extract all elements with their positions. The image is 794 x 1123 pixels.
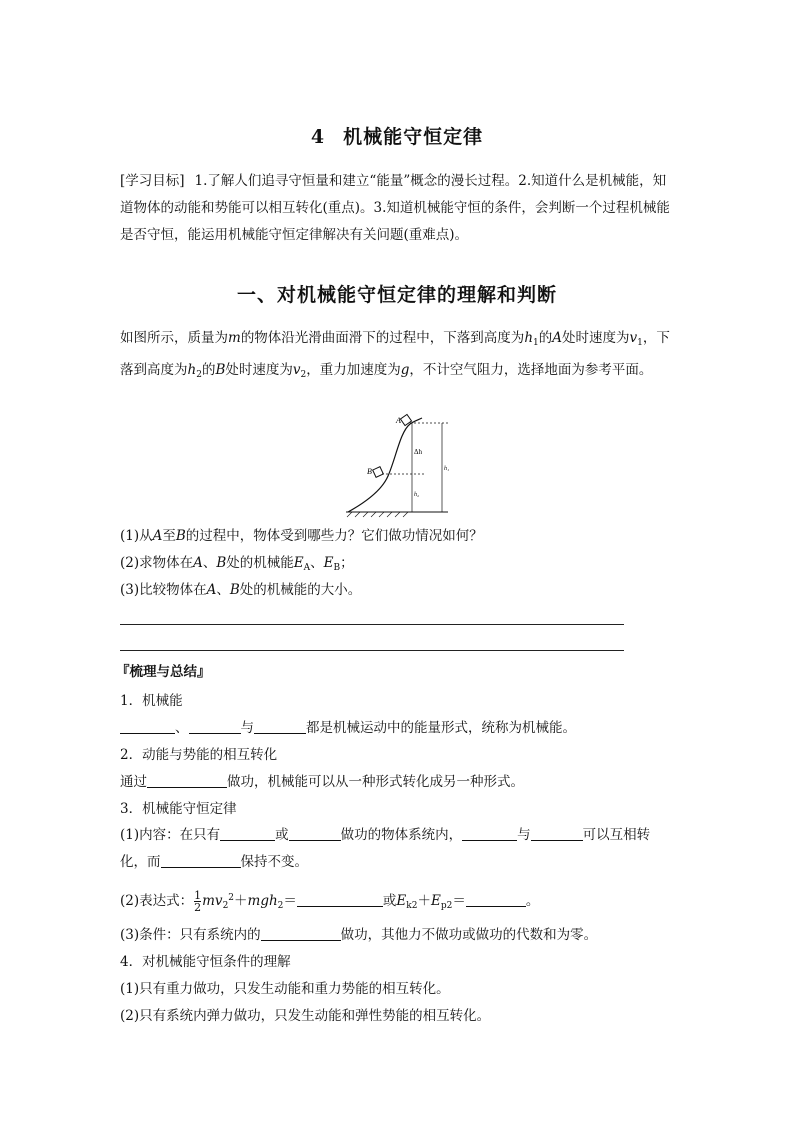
fill-blank[interactable] [289,824,341,841]
item-3-content: (1)内容：在只有 或 做功的物体系统内， 与 可以互相转化，而 保持不变。 [120,822,676,876]
item-3-expression: (2)表达式： $\frac{1}{2}$ $mv_2^2+mgh_2=$ 或$E_{k2}+E_{p2}=$ 。 [120,889,540,914]
fill-blank[interactable] [220,824,275,841]
question-2: (2)求物体在A、B处的机械能$E_A$、$E_B$； [120,555,354,573]
fill-blank[interactable] [189,717,241,734]
title-text: 机械能守恒定律 [343,126,484,148]
label-B: B [367,467,372,476]
summary-heading: 『梳理与总结』 [116,664,211,680]
item-3-title: 3．机械能守恒定律 [120,801,237,817]
question-3: (3)比较物体在A、B处的机械能的大小。 [120,582,362,598]
item-4-point-2: (2)只有系统内弹力做功，只发生动能和弹性势能的相互转化。 [120,1008,491,1024]
item-2-title: 2．动能与势能的相互转化 [120,747,278,763]
answer-line[interactable] [120,624,624,625]
page-title [0,122,794,149]
title-number: 4 [310,126,326,148]
fill-blank[interactable] [254,717,306,734]
item-4-title: 4．对机械能守恒条件的理解 [120,954,291,970]
question-1: (1)从A至B的过程中，物体受到哪些力？它们做功情况如何？ [120,528,483,544]
item-4-point-1: (1)只有重力做功，只发生动能和重力势能的相互转化。 [120,981,450,997]
learning-goals [120,168,676,249]
fill-blank[interactable] [261,924,341,941]
goals-tag: [学习目标] [120,173,185,189]
answer-line[interactable] [120,650,624,651]
slope-diagram [344,410,464,520]
item-1-title: 1．机械能 [120,693,183,709]
goals-text: 1.了解人们追寻守恒量和建立“能量”概念的漫长过程。2.知道什么是机械能，知道物体的动能和势能可以相互转化(重点)。3.知道机械能守恒的条件，会判断一个过程机械能是否守恒，能运用机械能守恒定律解决有关问题(重难点)。 [120,173,670,243]
fill-blank[interactable] [161,851,241,868]
item-2-text: 通过 做功，机械能可以从一种形式转化成另一种形式。 [120,769,676,796]
label-h2: h₂ [414,492,420,498]
item-1-text: 、 与 都是机械运动中的能量形式，统称为机械能。 [120,715,676,742]
section-heading: 一、对机械能守恒定律的理解和判断 [236,284,557,306]
fill-blank[interactable] [466,890,526,907]
fill-blank[interactable] [462,824,517,841]
intro-paragraph: 如图所示，质量为m的物体沿光滑曲面滑下的过程中，下落到高度为$h_1$的A处时速度为$v_1$，下落到高度为$h_2$的B处时速度为$v_2$，重力加速度为g，不计空气阻力，选择地面为参考平面。 [120,330,670,380]
label-h1: h₁ [444,466,450,472]
fraction: $\frac{1}{2}$ [194,889,202,914]
fill-blank[interactable] [531,824,583,841]
item-3-condition: (3)条件：只有系统内的 做功，其他力不做功或做功的代数和为零。 [120,922,676,949]
label-A: A [396,416,401,425]
fill-blank[interactable] [147,771,227,788]
label-delta-h: Δh [414,448,423,456]
fill-blank[interactable] [120,717,175,734]
fill-blank[interactable] [297,890,383,907]
